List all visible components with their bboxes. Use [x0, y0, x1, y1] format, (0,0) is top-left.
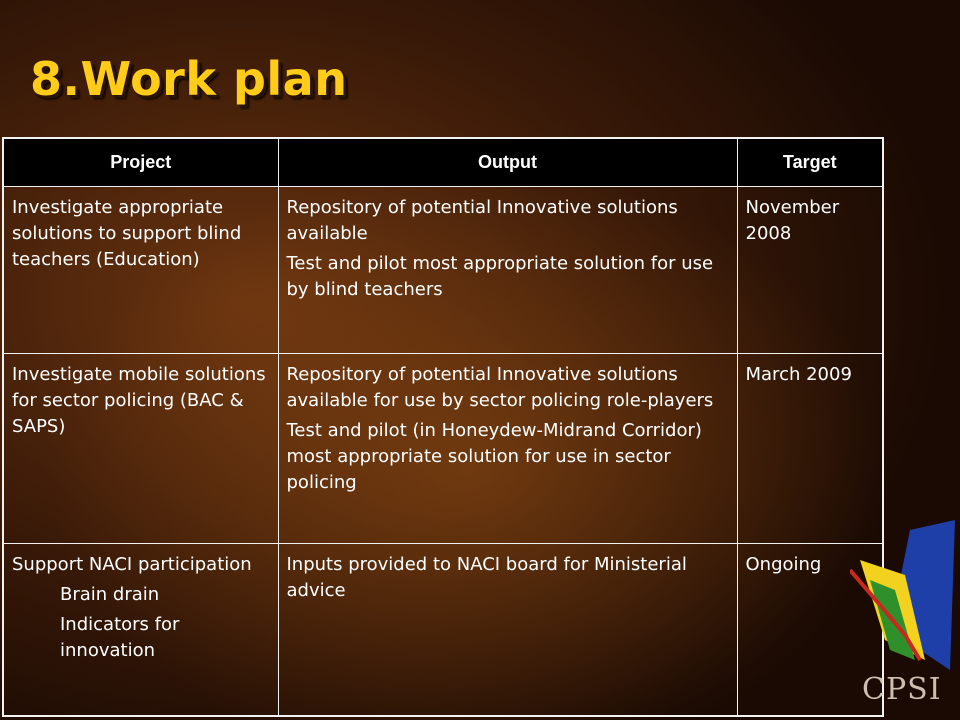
output-item: Inputs provided to NACI board for Ministerial advice	[286, 554, 687, 601]
project-cell	[3, 544, 278, 717]
target-text: Ongoing	[745, 554, 822, 575]
output-item: Test and pilot (in Honeydew-Midrand Corridor) most appropriate solution for use in sector policing	[286, 420, 702, 493]
output-item: Repository of potential Innovative solutions available	[286, 197, 678, 244]
project-subitem: Brain drain	[60, 584, 160, 605]
project-text: Investigate appropriate solutions to support blind teachers (Education)	[12, 197, 242, 270]
header-project: Project	[3, 138, 278, 187]
project-text: Support NACI participation	[12, 554, 252, 575]
output-cell	[278, 187, 737, 354]
project-cell	[3, 354, 278, 544]
table-row	[3, 354, 883, 544]
target-cell	[737, 354, 883, 544]
project-cell	[3, 187, 278, 354]
target-cell	[737, 187, 883, 354]
header-output: Output	[278, 138, 737, 187]
table-row	[3, 187, 883, 354]
project-subitem: Indicators for innovation	[60, 614, 180, 661]
table-header-row	[3, 138, 883, 187]
logo-text: CPSI	[862, 672, 942, 707]
target-text: March 2009	[745, 364, 852, 385]
header-target: Target	[737, 138, 883, 187]
output-item: Repository of potential Innovative solutions available for use by sector policing role-players	[286, 364, 714, 411]
project-text: Investigate mobile solutions for sector policing (BAC & SAPS)	[12, 364, 266, 437]
output-cell	[278, 354, 737, 544]
slide-title: 8.Work plan	[30, 52, 348, 106]
output-item: Test and pilot most appropriate solution for use by blind teachers	[286, 253, 714, 300]
target-text: November 2008	[745, 197, 840, 244]
work-plan-table	[2, 137, 884, 717]
table-row	[3, 544, 883, 717]
output-cell	[278, 544, 737, 717]
